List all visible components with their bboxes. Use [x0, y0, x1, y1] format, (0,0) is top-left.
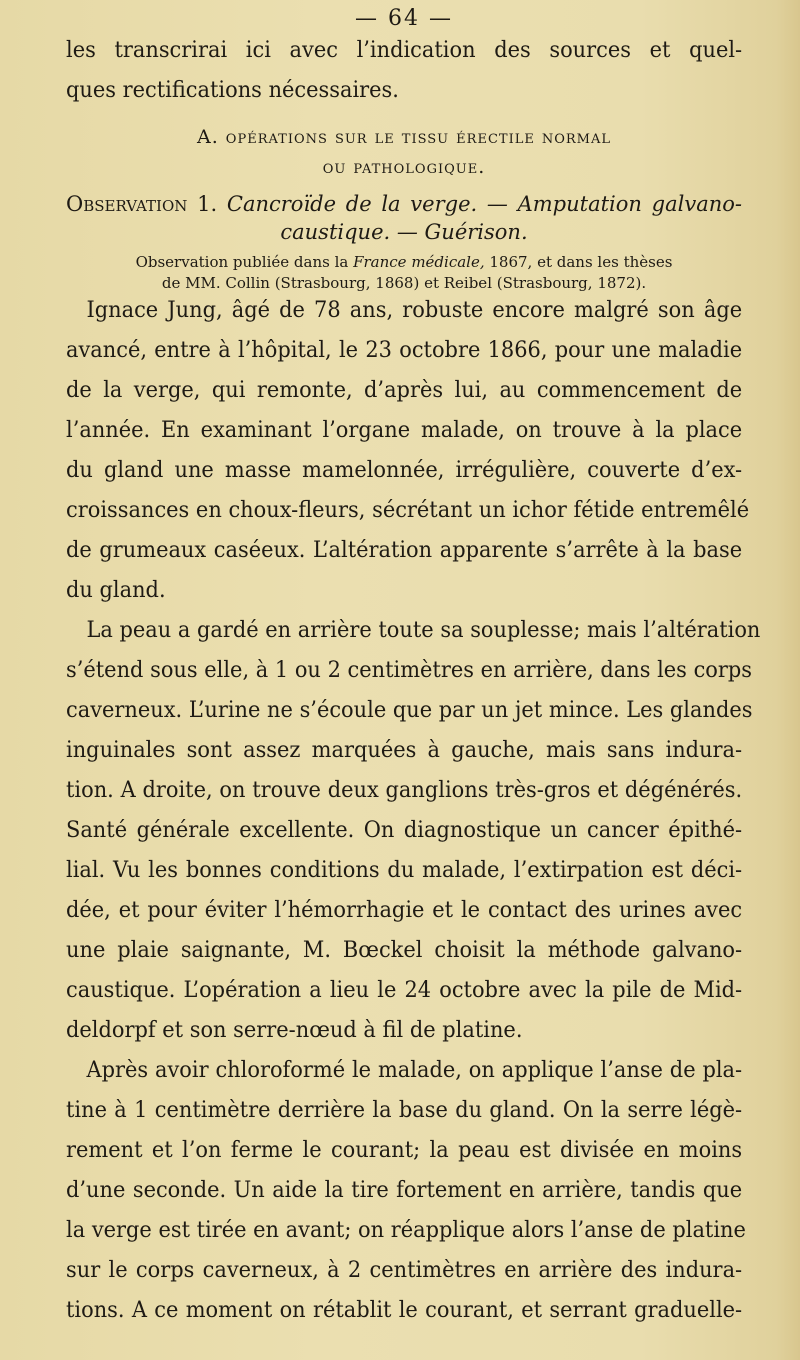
text-line: lial. Vu les bonnes conditions du malade, l’extirpation est déci- — [66, 857, 743, 883]
observation-title — [66, 190, 742, 246]
body-text — [66, 290, 761, 1330]
text-line: s’étend sous elle, à 1 ou 2 centimètres en arrière, dans les corps — [66, 657, 753, 683]
observation-title-part1: Cancroïde de la verge. — Amputation galvano- — [226, 192, 742, 216]
section-letter: A. — [196, 126, 219, 148]
text-line: ques rectifications nécessaires. — [66, 77, 399, 103]
text-line: Santé générale excellente. On diagnostique un cancer épithé- — [66, 817, 743, 843]
paragraph — [66, 1050, 746, 1330]
text-line: tine à 1 centimètre derrière la base du gland. On la serre légè- — [66, 1097, 743, 1123]
paragraph — [66, 610, 761, 1050]
section-heading-line1: opérations sur le tissu érectile normal — [225, 126, 612, 148]
source-note — [66, 252, 742, 294]
text-line: rement et l’on ferme le courant; la peau est divisée en moins — [66, 1137, 743, 1163]
text-line: les transcrirai ici avec l’indication des sources et quel- — [66, 37, 743, 63]
text-line: caverneux. L’urine ne s’écoule que par un jet mince. Les glandes — [66, 697, 753, 723]
observation-label: Observation 1. — [66, 192, 218, 216]
text-line: inguinales sont assez marquées à gauche, mais sans indura- — [66, 737, 743, 763]
text-line: tions. A ce moment on rétablit le courant, et serrant graduelle- — [66, 1297, 743, 1323]
text-line: du gland. — [66, 577, 166, 603]
note-text: 1867, et dans les thèses — [484, 253, 673, 271]
text-line: d’une seconde. Un aide la tire fortement en arrière, tandis que — [66, 1177, 743, 1203]
text-line: la verge est tirée en avant; on réapplique alors l’anse de platine — [66, 1217, 746, 1243]
text-line: caustique. L’opération a lieu le 24 octobre avec la pile de Mid- — [66, 977, 743, 1003]
text-line: tion. A droite, on trouve deux ganglions très-gros et dégénérés. — [66, 777, 743, 803]
note-text: de MM. Collin (Strasbourg, 1868) et Reibel (Strasbourg, 1872). — [161, 274, 647, 292]
note-text: Observation publiée dans la — [135, 253, 354, 271]
text-line: avancé, entre à l’hôpital, le 23 octobre 1866, pour une maladie — [66, 337, 743, 363]
paragraph — [66, 290, 750, 610]
observation-title-part2: caustique. — Guérison. — [280, 220, 528, 244]
text-line: dée, et pour éviter l’hémorrhagie et le contact des urines avec — [66, 897, 743, 923]
text-line: l’année. En examinant l’organe malade, on trouve à la place — [66, 417, 743, 443]
page-number: — 64 — — [355, 6, 453, 31]
section-heading — [66, 122, 742, 182]
note-journal: France médicale, — [353, 253, 485, 271]
text-line: croissances en choux-fleurs, sécrétant un ichor fétide entremêlé — [66, 497, 750, 523]
text-line: La peau a gardé en arrière toute sa souplesse; mais l’altération — [86, 617, 761, 643]
intro-text — [66, 30, 742, 110]
text-line: Après avoir chloroformé le malade, on applique l’anse de pla- — [86, 1057, 743, 1083]
text-line: une plaie saignante, M. Bœckel choisit la méthode galvano- — [66, 937, 743, 963]
text-line: Ignace Jung, âgé de 78 ans, robuste encore malgré son âge — [86, 297, 743, 323]
text-line: du gland une masse mamelonnée, irrégulière, couverte d’ex- — [66, 457, 743, 483]
text-line: de la verge, qui remonte, d’après lui, au commencement de — [66, 377, 743, 403]
section-heading-line2: ou pathologique. — [322, 156, 486, 178]
text-line: de grumeaux caséeux. L’altération apparente s’arrête à la base — [66, 537, 743, 563]
text-line: sur le corps caverneux, à 2 centimètres en arrière des indura- — [66, 1257, 743, 1283]
text-line: deldorpf et son serre-nœud à fil de platine. — [66, 1017, 523, 1043]
